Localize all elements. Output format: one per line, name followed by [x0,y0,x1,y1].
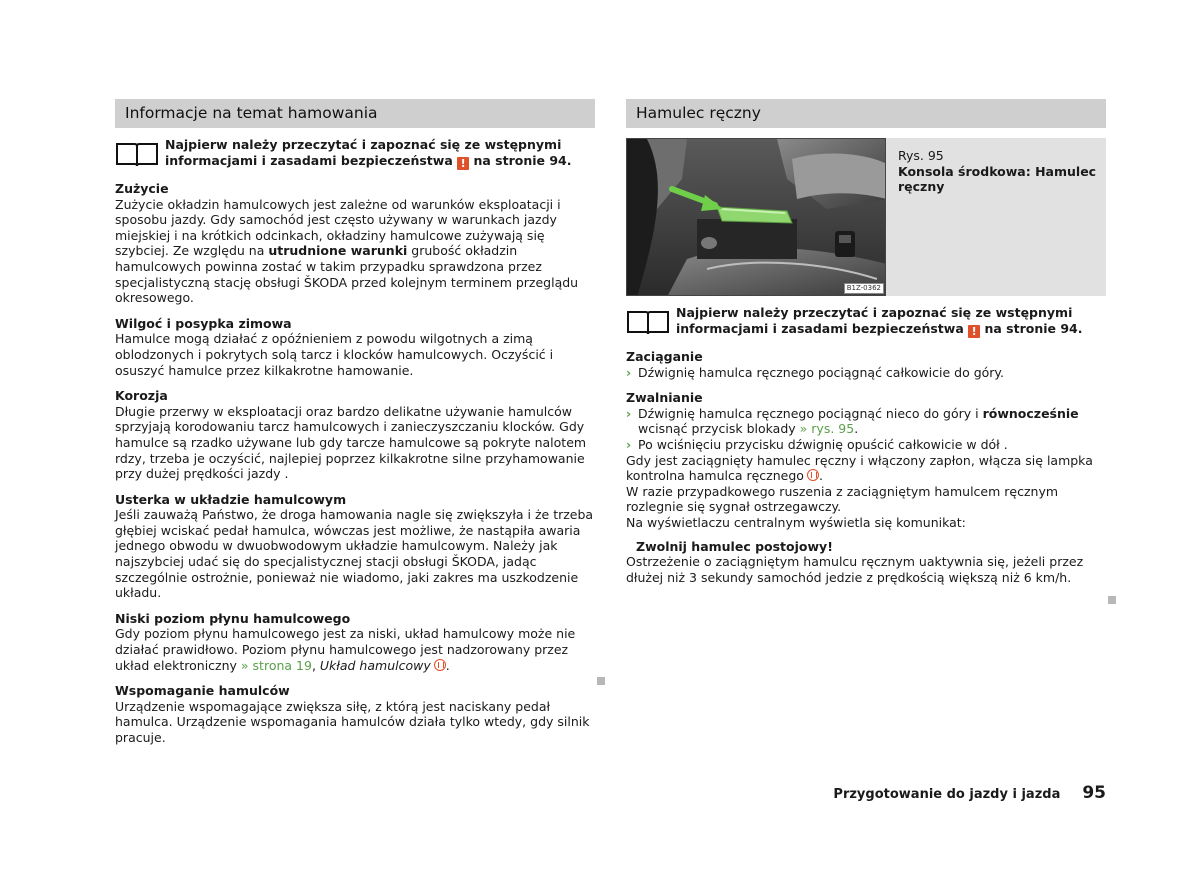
chevron-right-icon: › [626,364,632,380]
section-fault [115,492,595,601]
section-text: Jeśli zauważą Państwo, że droga hamowania nagle się zwiększyła i że trzeba głębiej wciskać pedał hamulca, wówczas jest możliwe, że nastąpiła awaria jednego obwodu w dwuobwodowym układzie hamulcowym. Należy jak najszybciej udać się do specjalistycznej stacji obsługi ŠKODA, jadąc szczególnie ostrożnie, ponieważ nie wiadomo, jaki zakres ma uszkodzenie układu. [115,507,594,601]
section-text: Urządzenie wspomagające zwiększa siłę, z którą jest naciskany pedał hamulca. Urządzenie wspomagania hamulców działa tylko wtedy, gdy silnik pracuje. [115,698,590,745]
figure-title: Konsola środkowa: Hamulec ręczny [898,163,1097,195]
warning-icon: ! [457,157,469,170]
section-wear [115,181,595,306]
section-fluid-level [115,611,595,673]
section-text: Długie przerwy w eksploatacji oraz bardzo delikatne używanie hamulców sprzyjają korodowaniu tarcz hamulcowych i zanieczyszczaniu klocków. Gdy hamulce są rzadko używane lub gdy tarcze hamulcowe są pokryte nalotem rdzy, trzeba je oczyścić, najlepiej poprzez kilkakrotne silne przyhamowanie przy dużej prędkości jazdy . [115,403,587,482]
step-item: › Dźwignię hamulca ręcznego pociągnąć nieco do góry i równocześnie wcisnąć przycisk blokady » rys. 95. [626,405,1079,437]
safety-note [115,137,595,171]
left-column [115,99,595,746]
note-page-ref: na stronie 94. [984,320,1083,336]
section-title: Zaciąganie [626,349,703,364]
paragraph: Ostrzeżenie o zaciągniętym hamulcu ręcznym uaktywnia się, jeżeli przez dłużej niż 3 sekundy samochód jedzie z prędkością większą niż 6 km/h. [626,554,1084,585]
book-icon [626,309,670,335]
section-release [626,390,1106,452]
section-heading: Hamulec ręczny [626,99,1106,128]
chevron-right-icon: › [626,436,632,452]
section-text: Hamulce mogą działać z opóźnieniem z powodu wilgotnych a zimą oblodzonych i pokrytych solą tarcz i klocków hamulcowych. Oczyścić i osuszyć hamulce przez kilkakrotne hamowanie. [115,331,554,378]
note-page-ref: na stronie 94. [473,152,572,168]
handbrake-illustration [627,139,886,296]
step-item: › Po wciśnięciu przycisku dźwignię opuścić całkowicie w dół . [626,436,1008,452]
paragraph: W razie przypadkowego ruszenia z zaciągniętym hamulcem ręcznym rozlegnie się sygnał ostrzegawczy. [626,483,1059,515]
figure-code: B1Z-0362 [844,283,884,294]
chevron-right-icon: › [626,405,632,421]
right-column [626,99,1106,585]
figure-link[interactable]: » rys. 95 [799,421,855,437]
section-end-marker [597,677,605,685]
figure-caption [898,148,1098,195]
section-corrosion [115,388,595,482]
note-text: Najpierw należy przeczytać i zapoznać się ze wstępnymi informacjami i zasadami bezpieczeństwa [676,305,1073,336]
figure-label: Rys. 95 [898,148,944,163]
step-item: › Dźwignię hamulca ręcznego pociągnąć całkowicie do góry. [626,364,1005,380]
paragraph: Gdy jest zaciągnięty hamulec ręczny i włączony zapłon, włącza się lampka kontrolna hamulca ręcznego . [626,452,1093,484]
section-heading: Informacje na temat hamowania [115,99,595,128]
section-moisture [115,316,595,378]
warning-icon: ! [968,325,980,338]
paragraph: Na wyświetlaczu centralnym wyświetla się komunikat: [626,514,966,530]
section-end-marker [1108,596,1116,604]
handbrake-photo [626,138,886,296]
section-text: Gdy poziom płynu hamulcowego jest za niski, układ hamulcowy może nie działać prawidłowo. Poziom płynu hamulcowego jest nadzorowany przez układ elektroniczny » strona 19, Układ hamulcowy . [115,626,576,673]
chapter-title: Przygotowanie do jazdy i jazda [833,787,1061,802]
note-text: Najpierw należy przeczytać i zapoznać się ze wstępnymi informacjami i zasadami bezpieczeństwa [165,137,562,168]
section-title: Wilgoć i posypka zimowa [115,315,292,331]
handbrake-warning-icon [807,469,819,481]
section-title: Zwalnianie [626,390,703,406]
section-text: Zużycie okładzin hamulcowych jest zależne od warunków eksploatacji i sposobu jazdy. Gdy samochód jest często używany w warunkach jazdy miejskiej i na krótkich odcinkach, okładziny hamulcowe zużywają się szybciej. Ze względu na utrudnione warunki grubość okładzin hamulcowych powinna zostać w takim przypadku sprawdzona przez specjalistyczną stację obsługi ŠKODA przed kolejnym terminem przeglądu okresowego. [115,196,579,306]
display-message: Zwolnij hamulec postojowy! [636,538,833,554]
section-title: Usterka w układzie hamulcowym [115,491,347,507]
section-title: Zużycie [115,181,169,196]
section-title: Korozja [115,388,168,404]
section-title: Wspomaganie hamulców [115,683,290,699]
safety-note [626,305,1106,339]
brake-warning-icon [434,659,446,671]
page-footer [833,783,1106,803]
section-title: Niski poziom płynu hamulcowego [115,610,351,626]
section-apply [626,349,1106,380]
page-number: 95 [1082,783,1106,803]
page-link[interactable]: » strona 19 [240,657,312,673]
section-brake-assist [115,683,595,745]
figure-box [626,138,1106,296]
book-icon [115,141,159,167]
